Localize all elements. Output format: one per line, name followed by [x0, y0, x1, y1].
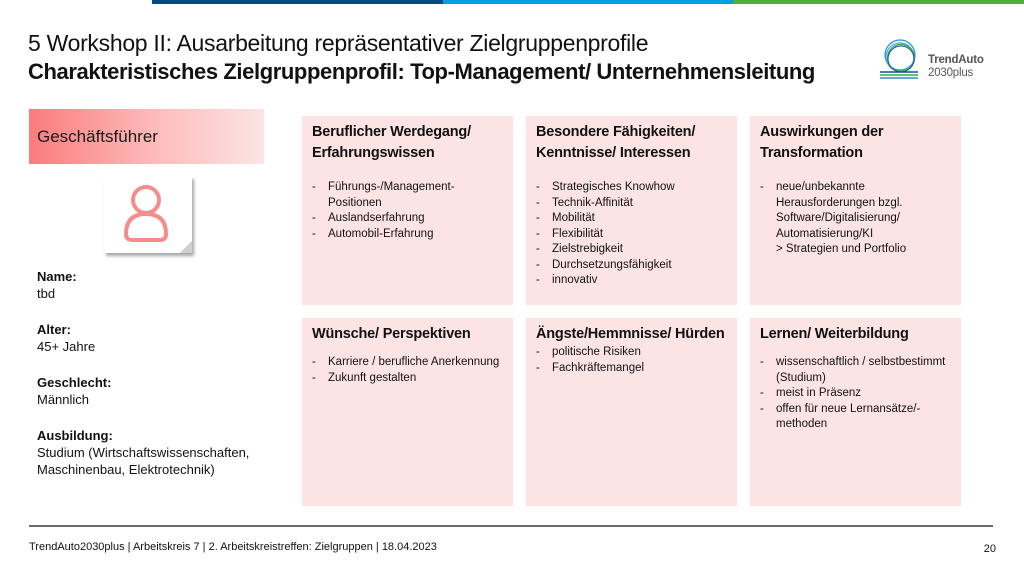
list-item: - innovativ — [536, 273, 727, 289]
box-list — [312, 355, 503, 386]
list-item: - Strategisches Knowhow — [536, 180, 727, 196]
role-banner — [29, 109, 264, 164]
box-list — [536, 180, 727, 289]
box-title: Auswirkungen der Transformation — [760, 124, 884, 161]
list-item: - Automobil-Erfahrung — [312, 227, 503, 243]
role-label: Geschäftsführer — [37, 126, 158, 146]
box-title: Beruflicher Werdegang/ Erfahrungswissen — [312, 124, 471, 161]
field-value: Männlich — [37, 392, 90, 407]
list-item: - Flexibilität — [536, 227, 727, 243]
list-item: - Durchsetzungsfähigkeit — [536, 258, 727, 274]
footer-divider — [29, 525, 993, 527]
page-title: 5 Workshop II: Ausarbeitung repräsentativer Zielgruppenprofile — [28, 30, 649, 56]
box-career — [302, 116, 513, 305]
list-item: - neue/unbekannte Herausforderungen bzgl. Software/Digitalisierung/ Automatisierung/KI — [760, 180, 951, 242]
field-value: tbd — [37, 286, 56, 301]
field-name — [37, 268, 287, 302]
list-item: - Technik-Affinität — [536, 196, 727, 212]
list-item: - Auslandserfahrung — [312, 211, 503, 227]
box-title: Wünsche/ Perspektiven — [312, 326, 471, 342]
trendauto-logo — [878, 36, 998, 84]
box-subline: > Strategien und Portfolio — [776, 243, 907, 255]
list-item: - meist in Präsenz — [760, 386, 951, 402]
field-value: 45+ Jahre — [37, 339, 96, 354]
box-wishes — [302, 318, 513, 506]
bar-segment-green — [733, 0, 1024, 4]
field-age — [37, 321, 287, 355]
field-education — [37, 427, 287, 478]
box-list — [760, 180, 951, 242]
box-learning — [750, 318, 961, 506]
field-value: Studium (Wirtschaftswissenschaften, Maschinenbau, Elektrotechnik) — [37, 445, 250, 477]
list-item: - Fachkräftemangel — [536, 361, 727, 377]
box-fears — [526, 318, 737, 506]
box-list — [312, 180, 503, 242]
page-curl — [180, 241, 192, 253]
field-label: Name: — [37, 269, 77, 284]
page-number: 20 — [983, 543, 996, 555]
logo-rings-icon — [878, 36, 924, 82]
person-icon — [104, 176, 192, 253]
bar-segment-dark-blue — [152, 0, 443, 4]
list-item: - offen für neue Lernansätze/-methoden — [760, 402, 951, 433]
box-list — [536, 345, 727, 376]
field-label: Ausbildung: — [37, 428, 113, 443]
list-item: - Führungs-/Management-Positionen — [312, 180, 503, 211]
avatar — [104, 176, 192, 253]
list-item: - Karriere / berufliche Anerkennung — [312, 355, 503, 371]
box-skills — [526, 116, 737, 305]
list-item: - Zielstrebigkeit — [536, 242, 727, 258]
list-item: - Zukunft gestalten — [312, 371, 503, 387]
list-item: - politische Risiken — [536, 345, 727, 361]
box-title: Ängste/Hemmnisse/ Hürden — [536, 326, 725, 342]
field-gender — [37, 374, 287, 408]
bar-segment-light-blue — [443, 0, 734, 4]
logo-text-trendauto: TrendAuto — [928, 54, 984, 66]
page-subtitle: Charakteristisches Zielgruppenprofil: Top-Management/ Unternehmensleitung — [28, 59, 815, 84]
box-transformation — [750, 116, 961, 305]
profile-info — [37, 268, 287, 497]
box-title: Lernen/ Weiterbildung — [760, 326, 909, 342]
box-list — [760, 355, 951, 433]
field-label: Geschlecht: — [37, 375, 112, 390]
logo-text-2030plus: 2030plus — [928, 67, 974, 79]
list-item: - Mobilität — [536, 211, 727, 227]
field-label: Alter: — [37, 322, 71, 337]
footer-text: TrendAuto2030plus | Arbeitskreis 7 | 2. Arbeitskreistreffen: Zielgruppen | 18.04.2023 — [29, 541, 437, 553]
box-title: Besondere Fähigkeiten/ Kenntnisse/ Interessen — [536, 124, 696, 161]
list-item: - wissenschaftlich / selbstbestimmt (Studium) — [760, 355, 951, 386]
top-color-bar — [152, 0, 1024, 4]
